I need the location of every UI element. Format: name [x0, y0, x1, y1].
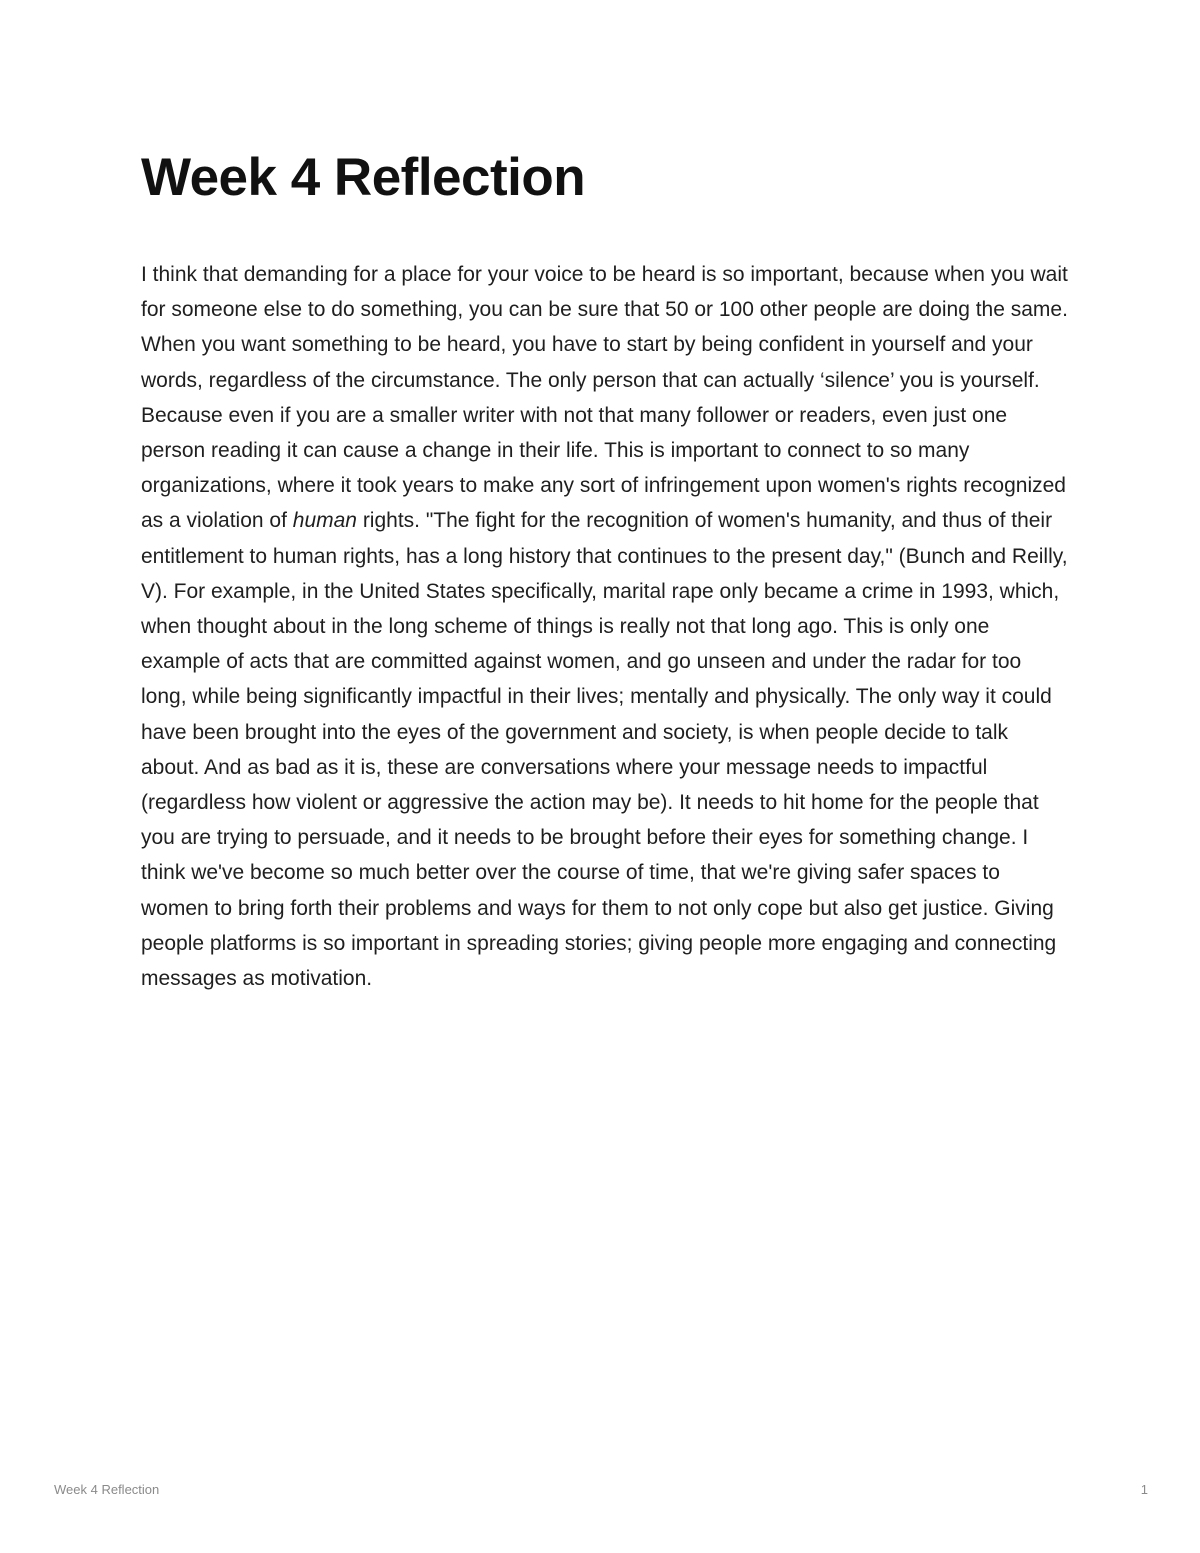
body-text-emphasis: human	[292, 509, 357, 533]
body-paragraph	[141, 257, 1071, 996]
footer-document-title: Week 4 Reflection	[54, 1482, 160, 1497]
body-text-part-2: rights. "The fight for the recognition of women's humanity, and thus of their entitlement to human rights, has a long history that continues to the present day," (Bunch and Reilly, V). For example, in the United States specifically, marital rape only became a crime in 1993, which, when thought about in the long scheme of things is really not that long ago. This is only one example of acts that are committed against women, and go unseen and under the radar for too long, while being significantly impactful in their lives; mentally and physically. The only way it could have been brought into the eyes of the government and society, is when people decide to talk about. And as bad as it is, these are conversations where your message needs to impactful (regardless how violent or aggressive the action may be). It needs to hit home for the people that you are trying to persuade, and it needs to be brought before their eyes for something change. I think we've become so much better over the course of time, that we're giving safer spaces to women to bring forth their problems and ways for them to not only cope but also get justice. Giving people platforms is so important in spreading stories; giving people more engaging and connecting messages as motivation.	[141, 509, 1068, 991]
page-title: Week 4 Reflection	[141, 148, 586, 207]
body-text-part-1: I think that demanding for a place for your voice to be heard is so important, because when you wait for someone else to do something, you can be sure that 50 or 100 other people are doing the same. When you want something to be heard, you have to start by being confident in yourself and your words, regardless of the circumstance. The only person that can actually ‘silence’ you is yourself. Because even if you are a smaller writer with not that many follower or readers, even just one person reading it can cause a change in their life. This is important to connect to so many organizations, where it took years to make any sort of infringement upon women's rights recognized as a violation of	[141, 263, 1068, 533]
footer-page-number: 1	[1140, 1482, 1148, 1497]
